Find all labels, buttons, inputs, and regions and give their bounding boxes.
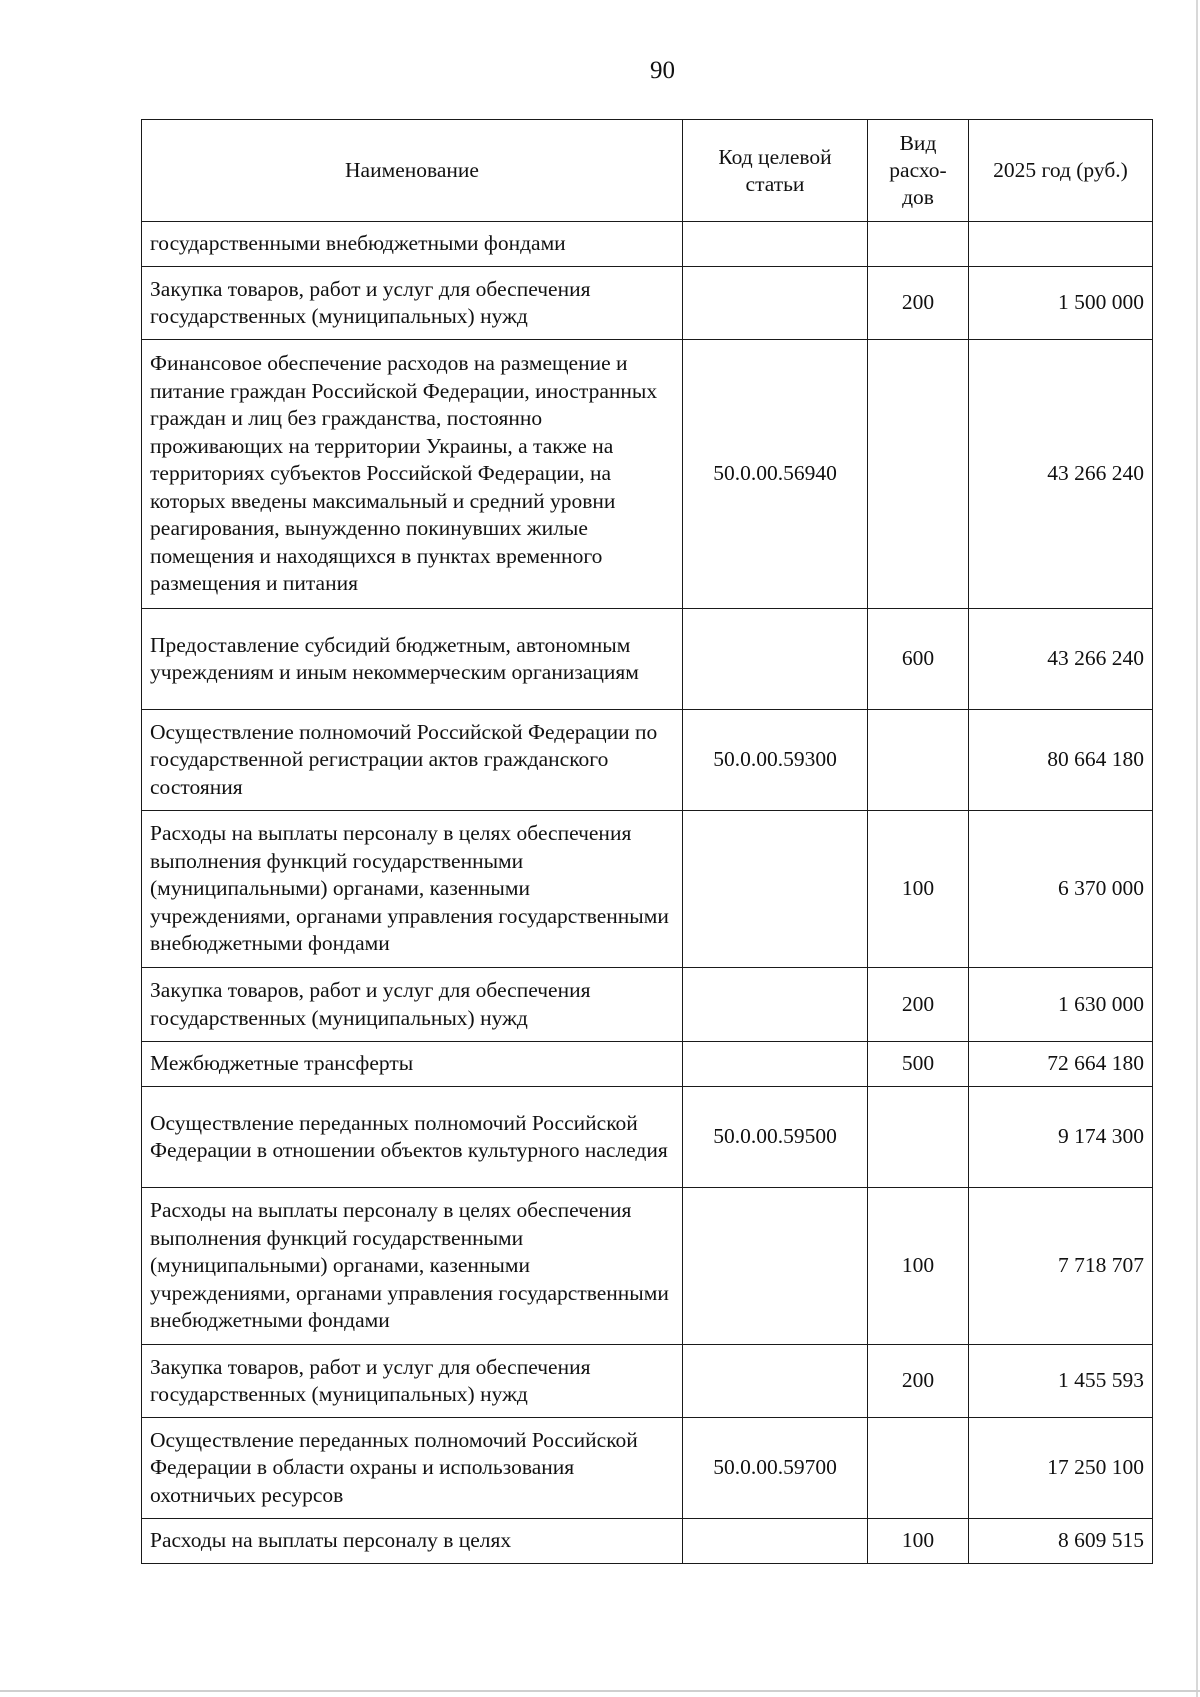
row-sum: 1 455 593 <box>969 1345 1153 1418</box>
row-kind: 200 <box>868 1345 969 1418</box>
row-name: Межбюджетные трансферты <box>142 1042 683 1087</box>
table-row <box>142 1519 1153 1564</box>
row-sum: 17 250 100 <box>969 1418 1153 1519</box>
row-sum: 9 174 300 <box>969 1087 1153 1188</box>
row-name: государственными внебюджетными фондами <box>142 222 683 267</box>
table-row <box>142 609 1153 710</box>
row-sum: 6 370 000 <box>969 811 1153 968</box>
table-row <box>142 340 1153 609</box>
table-row <box>142 968 1153 1042</box>
table-row <box>142 710 1153 811</box>
table-row <box>142 1418 1153 1519</box>
table-header-row <box>142 120 1153 222</box>
row-kind: 100 <box>868 1188 969 1345</box>
row-code <box>683 968 868 1042</box>
row-code: 50.0.00.56940 <box>683 340 868 609</box>
row-name: Осуществление полномочий Российской Федерации по государственной регистрации актов гражданского состояния <box>142 710 683 811</box>
row-code <box>683 1042 868 1087</box>
table-row <box>142 1345 1153 1418</box>
header-kind: Вид расхо-дов <box>868 120 969 222</box>
row-kind: 100 <box>868 811 969 968</box>
row-name: Закупка товаров, работ и услуг для обеспечения государственных (муниципальных) нужд <box>142 267 683 340</box>
row-code <box>683 267 868 340</box>
row-sum: 72 664 180 <box>969 1042 1153 1087</box>
row-sum: 1 630 000 <box>969 968 1153 1042</box>
row-kind: 600 <box>868 609 969 710</box>
row-sum: 43 266 240 <box>969 609 1153 710</box>
row-kind <box>868 1418 969 1519</box>
row-name: Расходы на выплаты персоналу в целях <box>142 1519 683 1564</box>
row-kind: 500 <box>868 1042 969 1087</box>
row-kind: 100 <box>868 1519 969 1564</box>
header-code: Код целевой статьи <box>683 120 868 222</box>
row-sum: 7 718 707 <box>969 1188 1153 1345</box>
row-name: Расходы на выплаты персоналу в целях обеспечения выполнения функций государственными (муниципальными) органами, казенными учреждениями, органами управления государственными внебюджетными фондами <box>142 1188 683 1345</box>
row-sum: 8 609 515 <box>969 1519 1153 1564</box>
row-kind: 200 <box>868 968 969 1042</box>
row-sum <box>969 222 1153 267</box>
table-row <box>142 267 1153 340</box>
row-kind: 200 <box>868 267 969 340</box>
row-kind <box>868 222 969 267</box>
row-code: 50.0.00.59300 <box>683 710 868 811</box>
row-code: 50.0.00.59500 <box>683 1087 868 1188</box>
row-code: 50.0.00.59700 <box>683 1418 868 1519</box>
table-row <box>142 1087 1153 1188</box>
row-name: Расходы на выплаты персоналу в целях обеспечения выполнения функций государственными (муниципальными) органами, казенными учреждениями, органами управления государственными внебюджетными фондами <box>142 811 683 968</box>
row-code <box>683 1345 868 1418</box>
row-sum: 43 266 240 <box>969 340 1153 609</box>
row-code <box>683 1519 868 1564</box>
header-sum: 2025 год (руб.) <box>969 120 1153 222</box>
table-row <box>142 811 1153 968</box>
row-name: Осуществление переданных полномочий Российской Федерации в отношении объектов культурного наследия <box>142 1087 683 1188</box>
row-name: Осуществление переданных полномочий Российской Федерации в области охраны и использования охотничьих ресурсов <box>142 1418 683 1519</box>
row-kind <box>868 340 969 609</box>
row-sum: 1 500 000 <box>969 267 1153 340</box>
scan-edge-right <box>1196 0 1198 1697</box>
row-name: Предоставление субсидий бюджетным, автономным учреждениям и иным некоммерческим организациям <box>142 609 683 710</box>
row-name: Закупка товаров, работ и услуг для обеспечения государственных (муниципальных) нужд <box>142 1345 683 1418</box>
row-code <box>683 609 868 710</box>
row-name: Финансовое обеспечение расходов на размещение и питание граждан Российской Федерации, иностранных граждан и лиц без гражданства, постоянно проживающих на территории Украины, а также на территориях субъектов Российской Федерации, на которых введены максимальный и средний уровни реагирования, вынужденно покинувших жилые помещения и находящихся в пунктах временного размещения и питания <box>142 340 683 609</box>
row-code <box>683 222 868 267</box>
budget-table <box>141 119 1153 1564</box>
row-code <box>683 811 868 968</box>
table-row <box>142 1188 1153 1345</box>
table-row <box>142 222 1153 267</box>
scan-edge-bottom <box>0 1690 1200 1692</box>
row-sum: 80 664 180 <box>969 710 1153 811</box>
row-code <box>683 1188 868 1345</box>
row-kind <box>868 1087 969 1188</box>
page-number: 90 <box>650 57 675 84</box>
row-name: Закупка товаров, работ и услуг для обеспечения государственных (муниципальных) нужд <box>142 968 683 1042</box>
table-row <box>142 1042 1153 1087</box>
header-name: Наименование <box>142 120 683 222</box>
row-kind <box>868 710 969 811</box>
